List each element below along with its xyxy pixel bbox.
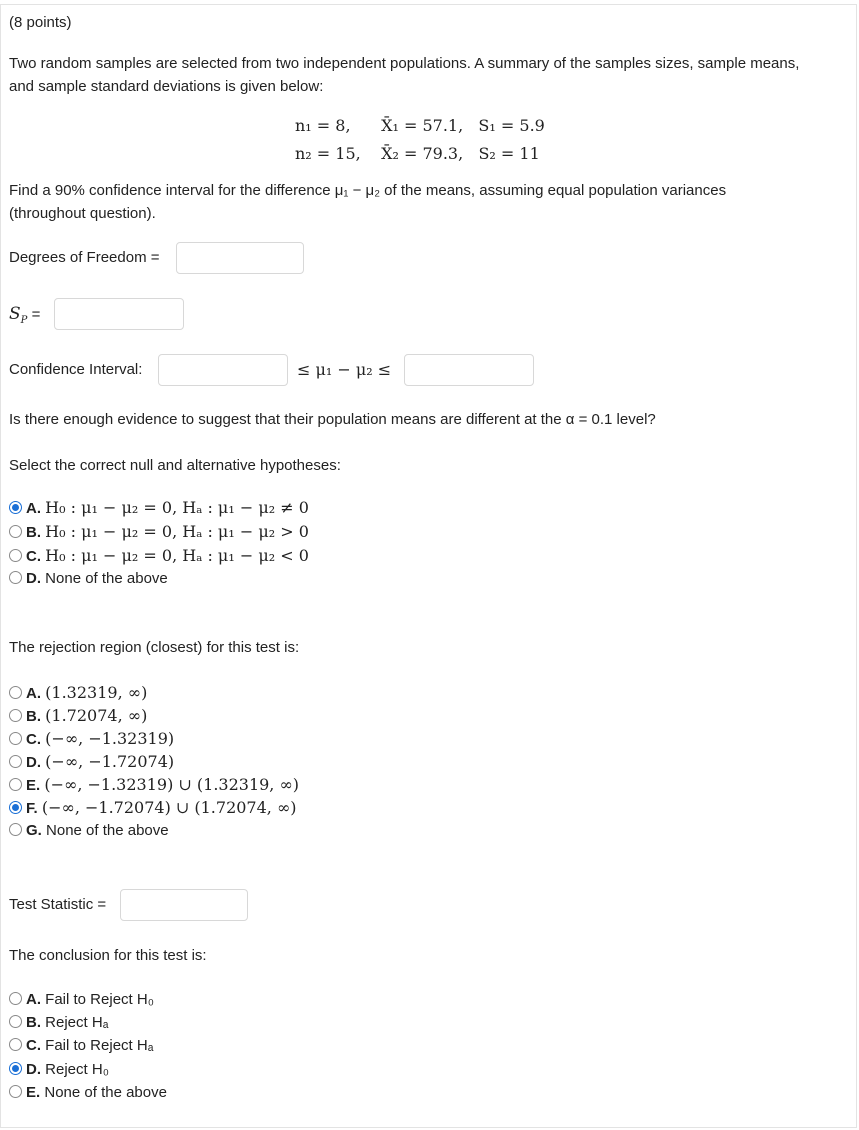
conclusion-option-a[interactable]: A. Fail to Reject H₀ xyxy=(9,989,154,1011)
task-line-2: (throughout question). xyxy=(9,205,156,222)
rejection-option-d[interactable]: D. (−∞, −1.72074) xyxy=(9,751,174,773)
ci-upper-input[interactable] xyxy=(404,354,534,386)
radio-button[interactable] xyxy=(9,1038,22,1051)
sp-equals: = xyxy=(31,306,41,323)
conclusion-option-e[interactable]: E. None of the above xyxy=(9,1082,167,1104)
radio-button[interactable] xyxy=(9,525,22,538)
intro-line-1: Two random samples are selected from two independent populations. A summary of the samples sizes, sample means, xyxy=(9,55,800,72)
radio-button[interactable] xyxy=(9,686,22,699)
radio-button[interactable] xyxy=(9,709,22,722)
df-input[interactable] xyxy=(176,242,304,274)
rejection-option-g[interactable]: G. None of the above xyxy=(9,820,169,842)
hypotheses-prompt: Select the correct null and alternative hypotheses: xyxy=(9,457,341,474)
sp-subscript: P xyxy=(20,315,28,326)
conclusion-option-b[interactable]: B. Reject Hₐ xyxy=(9,1012,108,1034)
ci-lower-input[interactable] xyxy=(158,354,288,386)
rejection-option-c[interactable]: C. (−∞, −1.32319) xyxy=(9,728,174,750)
radio-button[interactable] xyxy=(9,801,22,814)
intro-line-2: and sample standard deviations is given below: xyxy=(9,78,324,95)
test-statistic-label: Test Statistic = xyxy=(9,896,107,913)
conclusion-option-c[interactable]: C. Fail to Reject Hₐ xyxy=(9,1035,153,1057)
radio-button[interactable] xyxy=(9,571,22,584)
radio-button[interactable] xyxy=(9,501,22,514)
hypothesis-option-d[interactable]: D. None of the above xyxy=(9,568,168,590)
radio-button[interactable] xyxy=(9,1085,22,1098)
sp-symbol: S xyxy=(9,304,21,324)
sp-label xyxy=(9,303,40,332)
hypothesis-option-a[interactable]: A. H₀ : μ₁ − μ₂ = 0, Hₐ : μ₁ − μ₂ ≠ 0 xyxy=(9,497,309,519)
radio-button[interactable] xyxy=(9,1015,22,1028)
evidence-question: Is there enough evidence to suggest that their population means are different at the α = 0.1 level? xyxy=(9,411,656,428)
rejection-option-b[interactable]: B. (1.72074, ∞) xyxy=(9,705,147,727)
radio-button[interactable] xyxy=(9,732,22,745)
ci-middle-expression: ≤ μ₁ − μ₂ ≤ xyxy=(297,360,392,379)
rejection-option-a[interactable]: A. (1.32319, ∞) xyxy=(9,682,147,704)
rejection-region-prompt: The rejection region (closest) for this test is: xyxy=(9,639,300,656)
task-line-1: Find a 90% confidence interval for the difference μ₁ − μ₂ of the means, assuming equal population variances xyxy=(9,182,727,199)
radio-button[interactable] xyxy=(9,549,22,562)
ci-label: Confidence Interval: xyxy=(9,361,143,378)
conclusion-prompt: The conclusion for this test is: xyxy=(9,947,207,964)
points-label: (8 points) xyxy=(9,14,72,31)
radio-button[interactable] xyxy=(9,823,22,836)
radio-button[interactable] xyxy=(9,1062,22,1075)
radio-button[interactable] xyxy=(9,778,22,791)
rejection-option-e[interactable]: E. (−∞, −1.32319) ∪ (1.32319, ∞) xyxy=(9,774,299,796)
df-label: Degrees of Freedom = xyxy=(9,249,160,266)
test-statistic-input[interactable] xyxy=(120,889,248,921)
hypothesis-option-c[interactable]: C. H₀ : μ₁ − μ₂ = 0, Hₐ : μ₁ − μ₂ < 0 xyxy=(9,545,309,567)
hypothesis-option-b[interactable]: B. H₀ : μ₁ − μ₂ = 0, Hₐ : μ₁ − μ₂ > 0 xyxy=(9,521,309,543)
conclusion-option-d[interactable]: D. Reject H₀ xyxy=(9,1059,109,1081)
sp-input[interactable] xyxy=(54,298,184,330)
radio-button[interactable] xyxy=(9,992,22,1005)
summary-row-2: n₂ = 15, X̄₂ = 79.3, S₂ = 11 xyxy=(295,144,540,163)
radio-button[interactable] xyxy=(9,755,22,768)
rejection-option-f[interactable]: F. (−∞, −1.72074) ∪ (1.72074, ∞) xyxy=(9,797,297,819)
summary-row-1: n₁ = 8, X̄₁ = 57.1, S₁ = 5.9 xyxy=(295,116,545,135)
